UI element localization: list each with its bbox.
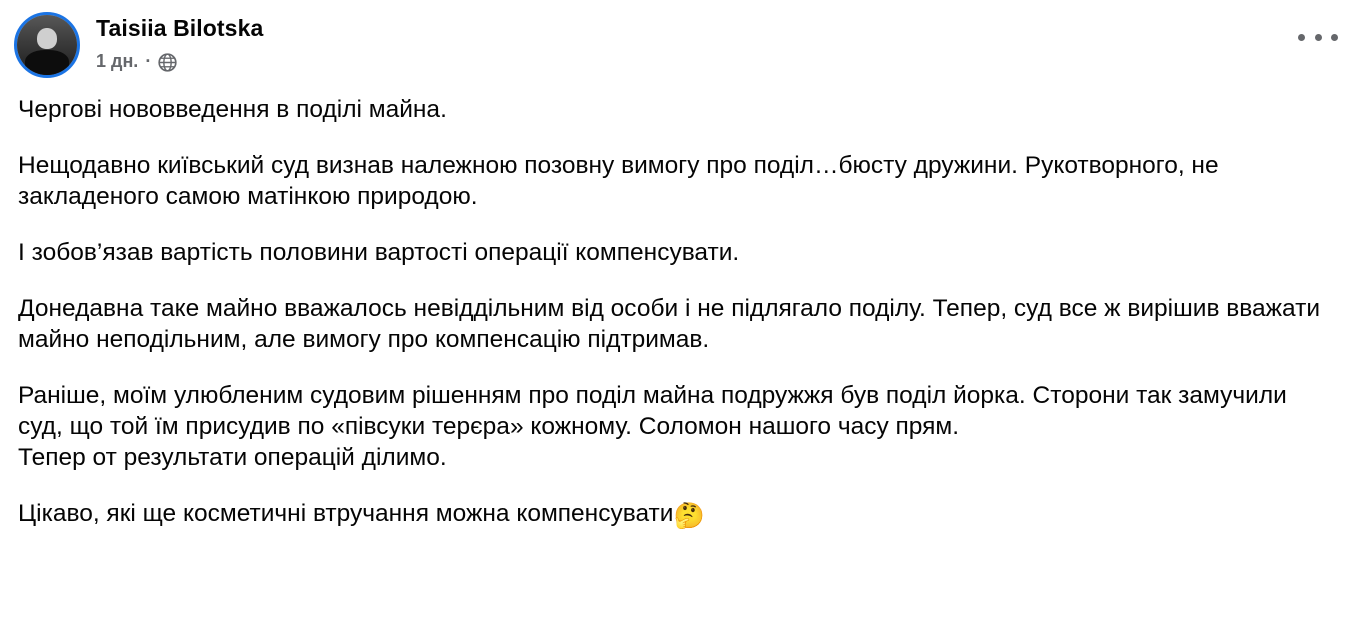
avatar-image	[17, 15, 77, 75]
ellipsis-dot	[1298, 34, 1305, 41]
ellipsis-dot	[1315, 34, 1322, 41]
globe-icon[interactable]	[158, 53, 177, 72]
avatar[interactable]	[14, 12, 80, 78]
post-timestamp[interactable]: 1 дн.	[96, 51, 139, 71]
post-paragraph: Тепер от результати операцій ділимо.	[18, 444, 447, 471]
post-meta	[96, 50, 263, 72]
post-body	[0, 82, 1356, 532]
post-paragraph-with-emoji	[18, 498, 1338, 532]
author-name[interactable]: Taisiia Bilotska	[96, 15, 264, 41]
post-header	[0, 0, 1356, 82]
meta-separator: ·	[145, 51, 152, 71]
ellipsis-dot	[1331, 34, 1338, 41]
post-paragraph: Нещодавно київський суд визнав належною позовну вимогу про поділ…бюсту дружини. Рукотворного, не закладеного самою матінкою природою.	[18, 152, 1226, 210]
post-paragraph: Донедавна таке майно вважалось невіддільним від особи і не підлягало поділу. Тепер, суд все ж вирішив вважати майно неподільним, але вимогу про компенсацію підтримав.	[18, 295, 1327, 353]
thinking-face-emoji: 🤔	[673, 502, 705, 530]
post-paragraph: І зобов’язав вартість половини вартості операції компенсувати.	[18, 239, 740, 266]
post-paragraph-text: Цікаво, які ще косметичні втручання можна компенсувати	[18, 500, 674, 527]
post-paragraph: Чергові нововведення в поділі майна.	[18, 96, 447, 123]
post-paragraph: Раніше, моїм улюбленим судовим рішенням про поділ майна подружжя був поділ йорка. Сторони так замучили суд, що той їм присудив по «півсуки терєра» кожному. Соломон нашого часу прям.	[18, 382, 1294, 440]
ellipsis-icon[interactable]	[1298, 26, 1338, 48]
post-header-text	[96, 8, 263, 72]
